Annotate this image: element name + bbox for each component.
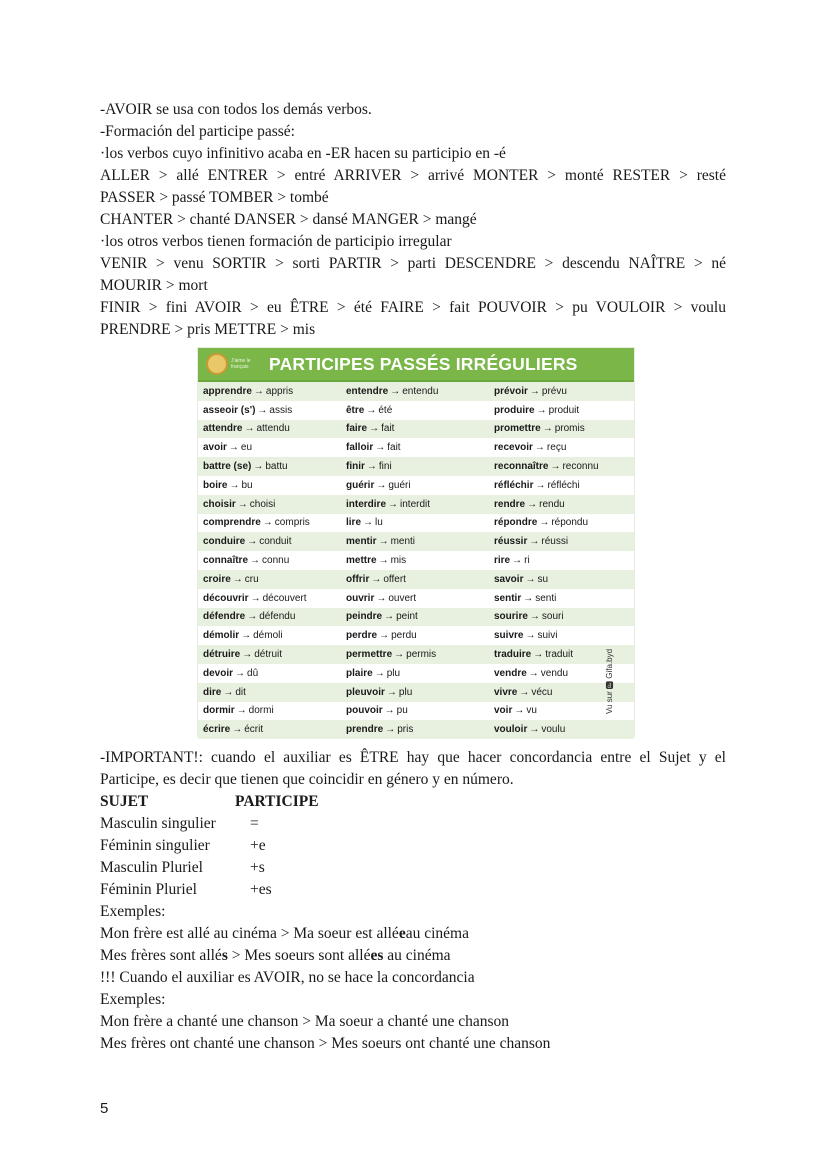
verb-participle-cell	[489, 630, 634, 641]
participle: conduit	[259, 536, 292, 548]
participle: reconnu	[562, 461, 599, 473]
verb-participle-cell	[489, 423, 634, 434]
agreement-symbol: +s	[250, 859, 265, 876]
arrow-icon: →	[388, 498, 399, 510]
infinitive: ouvrir	[346, 592, 375, 604]
arrow-icon: →	[533, 649, 544, 661]
participle: eu	[240, 442, 253, 454]
verb-participle-cell	[198, 423, 341, 434]
participle: fait	[387, 442, 401, 454]
arrow-icon: →	[375, 442, 386, 454]
verb-participle-cell	[489, 499, 634, 510]
verb-participle-cell	[489, 724, 634, 735]
arrow-icon: →	[528, 667, 539, 679]
text-line: VENIR > venu SORTIR > sorti PARTIR > parti DESCENDRE > descendu NAÎTRE > né	[100, 255, 726, 272]
infinitive: croire	[203, 573, 231, 585]
examples-label: Exemples:	[100, 903, 166, 920]
participle: permis	[406, 649, 437, 661]
arrow-icon: →	[384, 611, 395, 623]
arrow-icon: →	[384, 705, 395, 717]
participle: répondu	[551, 517, 589, 529]
arrow-icon: →	[378, 536, 389, 548]
infinitive: battre (se)	[203, 461, 252, 473]
arrow-icon: →	[223, 686, 234, 698]
infinitive: traduire	[494, 649, 532, 661]
text-line: FINIR > fini AVOIR > eu ÊTRE > été FAIRE > fait POUVOIR > pu VOULOIR > voulu	[100, 299, 726, 316]
verb-participle-cell	[489, 461, 634, 472]
infinitive: dormir	[203, 705, 235, 717]
verb-participle-cell	[198, 480, 341, 491]
arrow-icon: →	[250, 592, 261, 604]
jaime-le-francais-logo-icon	[206, 353, 228, 375]
verb-participle-cell	[198, 630, 341, 641]
verb-participle-cell	[198, 649, 341, 660]
participle: prévu	[541, 385, 567, 397]
agreement-rows	[100, 813, 726, 901]
participle: senti	[535, 592, 557, 604]
verb-participle-cell	[489, 405, 634, 416]
agreement-label: Féminin singulier	[100, 837, 210, 854]
verb-participle-cell	[198, 386, 341, 397]
arrow-icon: →	[550, 461, 561, 473]
verb-participle-cell	[341, 630, 489, 641]
infinitive: répondre	[494, 517, 538, 529]
agreement-symbol: =	[250, 815, 259, 832]
participle: réfléchi	[547, 479, 580, 491]
infinitive: avoir	[203, 442, 227, 454]
arrow-icon: →	[374, 667, 385, 679]
arrow-icon: →	[523, 592, 534, 604]
table-row	[198, 514, 634, 533]
text-line: Participe, es decir que tienen que coincidir en género y en número.	[100, 771, 514, 788]
table-row	[198, 401, 634, 420]
arrow-icon: →	[371, 573, 382, 585]
table-row	[198, 626, 634, 645]
arrow-icon: →	[369, 423, 380, 435]
verb-participle-cell	[341, 668, 489, 679]
arrow-icon: →	[378, 555, 389, 567]
infinitive: apprendre	[203, 385, 252, 397]
participle: offert	[383, 573, 406, 585]
verb-participle-cell	[341, 611, 489, 622]
participle: perdu	[391, 630, 417, 642]
arrow-icon: →	[228, 442, 239, 454]
participle: fini	[378, 461, 392, 473]
infinitive: défendre	[203, 611, 246, 623]
infinitive: offrir	[346, 573, 370, 585]
participle: bu	[241, 479, 253, 491]
verb-participle-cell	[489, 442, 634, 453]
arrow-icon: →	[257, 404, 268, 416]
participle: traduit	[545, 649, 574, 661]
infinitive: promettre	[494, 423, 541, 435]
table-row	[198, 420, 634, 439]
text-line: -Formación del participe passé:	[100, 123, 295, 140]
example-line: Mes frères ont chanté une chanson > Mes soeurs ont chanté une chanson	[100, 1035, 551, 1052]
table-row	[198, 683, 634, 702]
text-line: PASSER > passé TOMBER > tombé	[100, 189, 329, 206]
participle: vu	[526, 705, 537, 717]
participle: peint	[396, 611, 418, 623]
table-row	[198, 608, 634, 627]
agreement-row	[100, 835, 726, 857]
verb-participle-cell	[341, 536, 489, 547]
text-line: ·los otros verbos tienen formación de participio irregular	[100, 233, 452, 250]
watermark: Vu sur 🅵 Gifa.byd	[605, 648, 614, 714]
arrow-icon: →	[242, 649, 253, 661]
agreement-symbol: +es	[250, 881, 272, 898]
infinitive: reconnaître	[494, 461, 549, 473]
verb-participle-cell	[198, 593, 341, 604]
verb-participle-cell	[341, 649, 489, 660]
verb-participle-cell	[198, 555, 341, 566]
infinitive: pouvoir	[346, 705, 383, 717]
participle: défendu	[259, 611, 296, 623]
participle: dormi	[248, 705, 274, 717]
sujet-header: SUJET	[100, 793, 149, 810]
agreement-symbol: +e	[250, 837, 266, 854]
participle: écrit	[244, 724, 264, 736]
text-line: CHANTER > chanté DANSER > dansé MANGER > mangé	[100, 211, 477, 228]
text-line: -IMPORTANT!: cuando el auxiliar es ÊTRE hay que hacer concordancia entre el Sujet y el	[100, 749, 726, 766]
verb-participle-cell	[198, 442, 341, 453]
participle: ouvert	[388, 592, 417, 604]
verb-participle-cell	[341, 593, 489, 604]
infinitive: savoir	[494, 573, 524, 585]
arrow-icon: →	[244, 423, 255, 435]
participle: vendu	[540, 667, 569, 679]
arrow-icon: →	[237, 498, 248, 510]
participle: ri	[524, 555, 530, 567]
arrow-icon: →	[529, 536, 540, 548]
verb-participle-cell	[198, 536, 341, 547]
infinitive: permettre	[346, 649, 393, 661]
table-row	[198, 476, 634, 495]
verb-participle-cell	[341, 687, 489, 698]
table-row	[198, 457, 634, 476]
verb-participle-cell	[341, 442, 489, 453]
infinitive: asseoir (s')	[203, 404, 256, 416]
infinitive: produire	[494, 404, 535, 416]
example-line: Mon frère a chanté une chanson > Ma soeur a chanté une chanson	[100, 1013, 509, 1030]
verb-participle-cell	[198, 668, 341, 679]
arrow-icon: →	[366, 461, 377, 473]
verb-participle-cell	[489, 593, 634, 604]
arrow-icon: →	[535, 479, 546, 491]
arrow-icon: →	[534, 442, 545, 454]
verb-participle-cell	[198, 724, 341, 735]
arrow-icon: →	[376, 592, 387, 604]
infinitive: sentir	[494, 592, 522, 604]
verb-participle-cell	[198, 461, 341, 472]
arrow-icon: →	[525, 573, 536, 585]
agreement-label: Féminin Pluriel	[100, 881, 197, 898]
table-row	[198, 589, 634, 608]
arrow-icon: →	[519, 686, 530, 698]
agreement-row	[100, 813, 726, 835]
verb-participle-cell	[198, 687, 341, 698]
verb-participle-cell	[489, 480, 634, 491]
arrow-icon: →	[236, 705, 247, 717]
infinitive: voir	[494, 705, 513, 717]
participle: détruit	[254, 649, 283, 661]
participle: fait	[381, 423, 395, 435]
text-line: PRENDRE > pris METTRE > mis	[100, 321, 316, 338]
verb-participle-cell	[341, 499, 489, 510]
verb-participle-cell	[198, 705, 341, 716]
arrow-icon: →	[247, 536, 258, 548]
text-line: ·los verbos cuyo infinitivo acaba en -ER hacen su participio en -é	[100, 145, 506, 162]
example-line: Mon frère est allé au cinéma > Ma soeur est alléeau cinéma	[100, 925, 469, 942]
arrow-icon: →	[394, 649, 405, 661]
infinitive: faire	[346, 423, 368, 435]
infinitive: rire	[494, 555, 511, 567]
infinitive: vivre	[494, 686, 518, 698]
infinitive: lire	[346, 517, 362, 529]
participle: suivi	[537, 630, 558, 642]
infinitive: finir	[346, 461, 365, 473]
table-title: PARTICIPES PASSÉS IRRÉGULIERS	[269, 353, 578, 374]
arrow-icon: →	[229, 479, 240, 491]
arrow-icon: →	[529, 385, 540, 397]
infinitive: conduire	[203, 536, 246, 548]
infinitive: choisir	[203, 498, 236, 510]
participle: connu	[262, 555, 290, 567]
important-paragraph	[100, 747, 726, 791]
verb-participle-cell	[341, 574, 489, 585]
participle: découvert	[262, 592, 307, 604]
verb-participle-cell	[489, 386, 634, 397]
verb-participle-cell	[489, 517, 634, 528]
table-row	[198, 702, 634, 721]
participle: rendu	[539, 498, 565, 510]
table-row	[198, 438, 634, 457]
verb-participle-cell	[198, 405, 341, 416]
arrow-icon: →	[247, 611, 258, 623]
participle: démoli	[253, 630, 283, 642]
participle: dit	[235, 686, 246, 698]
logo-text: J'aime le français	[231, 358, 251, 370]
agreement-row	[100, 879, 726, 901]
arrow-icon: →	[235, 667, 246, 679]
participle: menti	[390, 536, 416, 548]
arrow-icon: →	[253, 461, 264, 473]
participle: promis	[554, 423, 585, 435]
participle: entendu	[402, 385, 439, 397]
verb-participle-cell	[489, 611, 634, 622]
arrow-icon: →	[525, 630, 536, 642]
verb-participle-cell	[489, 574, 634, 585]
arrow-icon: →	[253, 385, 264, 397]
example-line: Mes frères sont allés > Mes soeurs sont allées au cinéma	[100, 947, 451, 964]
infinitive: démolir	[203, 630, 240, 642]
participle: interdit	[400, 498, 431, 510]
infinitive: être	[346, 404, 365, 416]
table-row	[198, 382, 634, 401]
agreement-label: Masculin Pluriel	[100, 859, 203, 876]
infinitive: écrire	[203, 724, 231, 736]
text-line: -AVOIR se usa con todos los demás verbos.	[100, 101, 372, 118]
participle: guéri	[388, 479, 411, 491]
text-line: ALLER > allé ENTRER > entré ARRIVER > arrivé MONTER > monté RESTER > resté	[100, 167, 726, 184]
arrow-icon: →	[542, 423, 553, 435]
participle: produit	[548, 404, 580, 416]
participle: plu	[386, 667, 401, 679]
table-row	[198, 664, 634, 683]
arrow-icon: →	[363, 517, 374, 529]
infinitive: plaire	[346, 667, 373, 679]
arrow-icon: →	[241, 630, 252, 642]
infinitive: sourire	[494, 611, 528, 623]
infinitive: réfléchir	[494, 479, 534, 491]
participle: vécu	[531, 686, 553, 698]
participle: choisi	[249, 498, 276, 510]
participle: appris	[265, 385, 294, 397]
infinitive: mettre	[346, 555, 377, 567]
infinitive: peindre	[346, 611, 383, 623]
infinitive: prendre	[346, 724, 384, 736]
infinitive: interdire	[346, 498, 387, 510]
participle: souri	[541, 611, 564, 623]
table-rows	[198, 382, 634, 739]
arrow-icon: →	[514, 705, 525, 717]
verb-participle-cell	[341, 724, 489, 735]
participle: battu	[265, 461, 288, 473]
participle: cru	[244, 573, 259, 585]
verb-participle-cell	[198, 499, 341, 510]
verb-participle-cell	[489, 536, 634, 547]
infinitive: comprendre	[203, 517, 261, 529]
agreement-row	[100, 857, 726, 879]
infinitive: prévoir	[494, 385, 528, 397]
participle: plu	[398, 686, 413, 698]
page-number: 5	[100, 1100, 109, 1117]
infinitive: suivre	[494, 630, 524, 642]
table-header	[198, 348, 634, 382]
verb-participle-cell	[341, 555, 489, 566]
participle: compris	[274, 517, 310, 529]
verb-participle-cell	[341, 386, 489, 397]
participle: pris	[397, 724, 414, 736]
arrow-icon: →	[385, 724, 396, 736]
participe-header: PARTICIPE	[235, 793, 319, 810]
arrow-icon: →	[512, 555, 523, 567]
infinitive: mentir	[346, 536, 377, 548]
infinitive: rendre	[494, 498, 526, 510]
arrow-icon: →	[262, 517, 273, 529]
infinitive: découvrir	[203, 592, 249, 604]
arrow-icon: →	[386, 686, 397, 698]
agreement-header	[100, 791, 726, 813]
infinitive: détruire	[203, 649, 241, 661]
arrow-icon: →	[250, 555, 261, 567]
agreement-label: Masculin singulier	[100, 815, 216, 832]
participle: lu	[375, 517, 383, 529]
text-line: MOURIR > mort	[100, 277, 208, 294]
avoir-note: !!! Cuando el auxiliar es AVOIR, no se hace la concordancia	[100, 969, 475, 986]
verb-participle-cell	[341, 405, 489, 416]
infinitive: pleuvoir	[346, 686, 385, 698]
top-paragraph	[100, 99, 726, 341]
participle: attendu	[256, 423, 290, 435]
verb-participle-cell	[198, 517, 341, 528]
infinitive: falloir	[346, 442, 374, 454]
irregular-participles-table-image	[197, 347, 635, 737]
verb-participle-cell	[341, 705, 489, 716]
arrow-icon: →	[390, 385, 401, 397]
examples-label: Exemples:	[100, 991, 166, 1008]
bottom-section	[100, 747, 726, 1055]
table-row	[198, 720, 634, 739]
participle: mis	[390, 555, 407, 567]
infinitive: boire	[203, 479, 228, 491]
arrow-icon: →	[232, 724, 243, 736]
arrow-icon: →	[529, 724, 540, 736]
infinitive: vendre	[494, 667, 527, 679]
verb-participle-cell	[341, 480, 489, 491]
participle: réussi	[541, 536, 569, 548]
table-row	[198, 570, 634, 589]
arrow-icon: →	[232, 573, 243, 585]
verb-participle-cell	[341, 461, 489, 472]
table-row	[198, 532, 634, 551]
infinitive: recevoir	[494, 442, 533, 454]
table-row	[198, 645, 634, 664]
participle: reçu	[546, 442, 567, 454]
verb-participle-cell	[198, 574, 341, 585]
infinitive: devoir	[203, 667, 234, 679]
infinitive: attendre	[203, 423, 243, 435]
arrow-icon: →	[379, 630, 390, 642]
verb-participle-cell	[489, 555, 634, 566]
infinitive: connaître	[203, 555, 249, 567]
infinitive: guérir	[346, 479, 375, 491]
verb-participle-cell	[341, 517, 489, 528]
verb-participle-cell	[198, 611, 341, 622]
arrow-icon: →	[366, 404, 377, 416]
infinitive: dire	[203, 686, 222, 698]
table-row	[198, 495, 634, 514]
participle: su	[537, 573, 549, 585]
infinitive: entendre	[346, 385, 389, 397]
participle: pu	[396, 705, 408, 717]
participle: dû	[247, 667, 259, 679]
infinitive: perdre	[346, 630, 378, 642]
infinitive: vouloir	[494, 724, 528, 736]
participle: voulu	[541, 724, 566, 736]
verb-participle-cell	[341, 423, 489, 434]
participle: assis	[269, 404, 293, 416]
table-row	[198, 551, 634, 570]
arrow-icon: →	[536, 404, 547, 416]
infinitive: réussir	[494, 536, 528, 548]
arrow-icon: →	[539, 517, 550, 529]
participle: été	[378, 404, 393, 416]
arrow-icon: →	[527, 498, 538, 510]
arrow-icon: →	[376, 479, 387, 491]
arrow-icon: →	[529, 611, 540, 623]
